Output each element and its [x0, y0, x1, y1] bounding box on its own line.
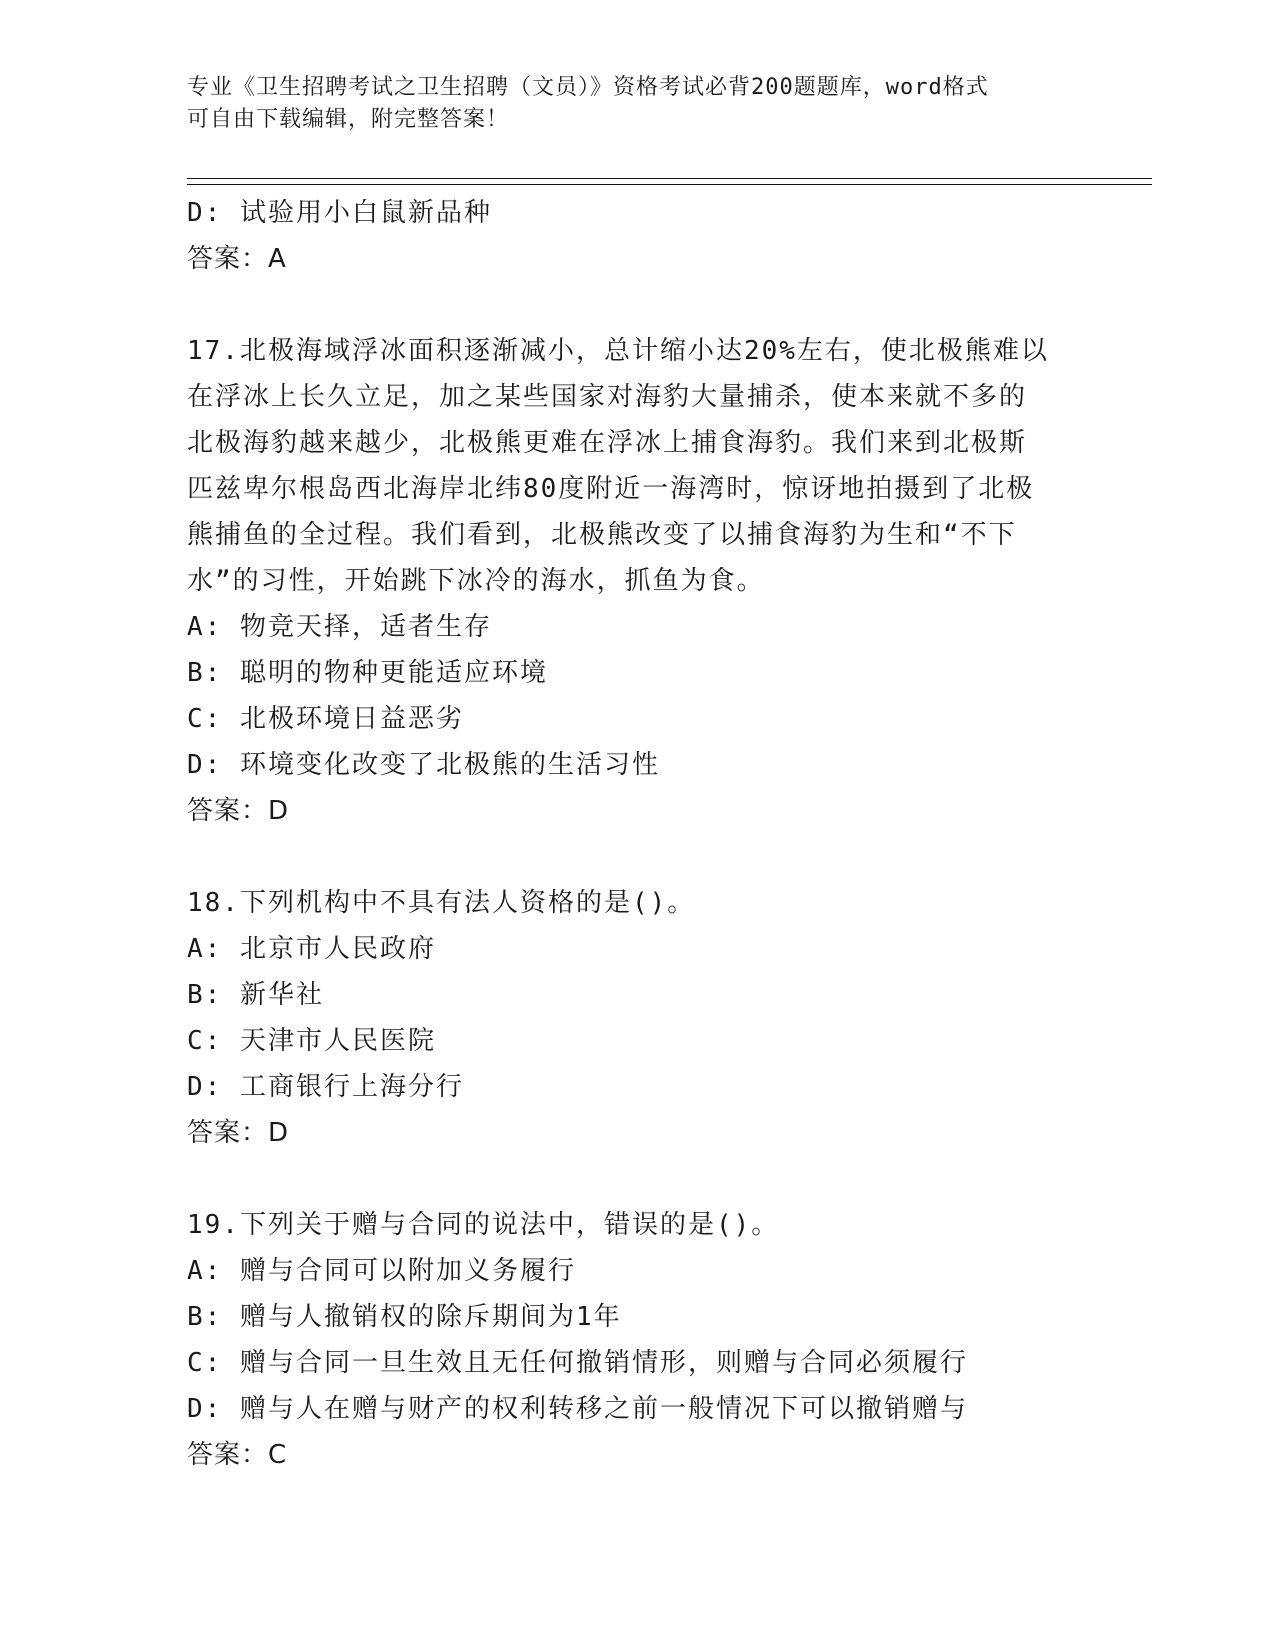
option-c: C: 北极环境日益恶劣 [187, 704, 464, 734]
question-stem-line: 熊捕鱼的全过程。我们看到，北极熊改变了以捕食海豹为生和“不下 [187, 520, 1017, 550]
question-stem-line: 匹兹卑尔根岛西北海岸北纬80度附近一海湾时，惊讶地拍摄到了北极 [187, 474, 1035, 504]
question-19 [187, 1202, 1087, 1478]
option-d: D: 试验用小白鼠新品种 [187, 198, 492, 228]
question-16-tail [187, 190, 1087, 282]
option-b: B: 聪明的物种更能适应环境 [187, 658, 548, 688]
option-d: D: 环境变化改变了北极熊的生活习性 [187, 750, 660, 780]
header-divider-bottom [187, 184, 1152, 185]
option-b: B: 新华社 [187, 980, 324, 1010]
option-b: B: 赠与人撤销权的除斥期间为1年 [187, 1302, 622, 1332]
header-divider-top [187, 178, 1152, 179]
spacer [187, 834, 1087, 880]
option-d: D: 工商银行上海分行 [187, 1072, 464, 1102]
spacer [187, 1156, 1087, 1202]
option-c: C: 天津市人民医院 [187, 1026, 436, 1056]
answer-line: 答案：D [187, 796, 290, 826]
question-stem-line: 在浮冰上长久立足，加之某些国家对海豹大量捕杀，使本来就不多的 [187, 382, 1028, 412]
option-d: D: 赠与人在赠与财产的权利转移之前一般情况下可以撤销赠与 [187, 1394, 968, 1424]
header-title-line-1: 专业《卫生招聘考试之卫生招聘（文员）》资格考试必背200题题库，word格式 [187, 75, 989, 100]
answer-line: 答案：A [187, 244, 287, 274]
question-18 [187, 880, 1087, 1156]
question-stem-line: 18.下列机构中不具有法人资格的是()。 [187, 888, 696, 918]
question-stem-line: 17.北极海域浮冰面积逐渐减小，总计缩小达20%左右，使北极熊难以 [187, 336, 1049, 366]
option-c: C: 赠与合同一旦生效且无任何撤销情形，则赠与合同必须履行 [187, 1348, 968, 1378]
option-a: A: 赠与合同可以附加义务履行 [187, 1256, 576, 1286]
spacer [187, 282, 1087, 328]
option-a: A: 物竞天择，适者生存 [187, 612, 492, 642]
question-stem-line: 北极海豹越来越少，北极熊更难在浮冰上捕食海豹。我们来到北极斯 [187, 428, 1028, 458]
question-stem-line: 19.下列关于赠与合同的说法中，错误的是()。 [187, 1210, 780, 1240]
header-title-line-2: 可自由下载编辑，附完整答案！ [187, 107, 510, 132]
answer-line: 答案：D [187, 1118, 290, 1148]
question-stem-line: 水”的习性，开始跳下冰冷的海水，抓鱼为食。 [187, 566, 765, 596]
option-a: A: 北京市人民政府 [187, 934, 436, 964]
answer-line: 答案：C [187, 1440, 288, 1470]
question-17 [187, 328, 1087, 834]
document-header [187, 72, 1067, 136]
document-body [187, 190, 1087, 1478]
